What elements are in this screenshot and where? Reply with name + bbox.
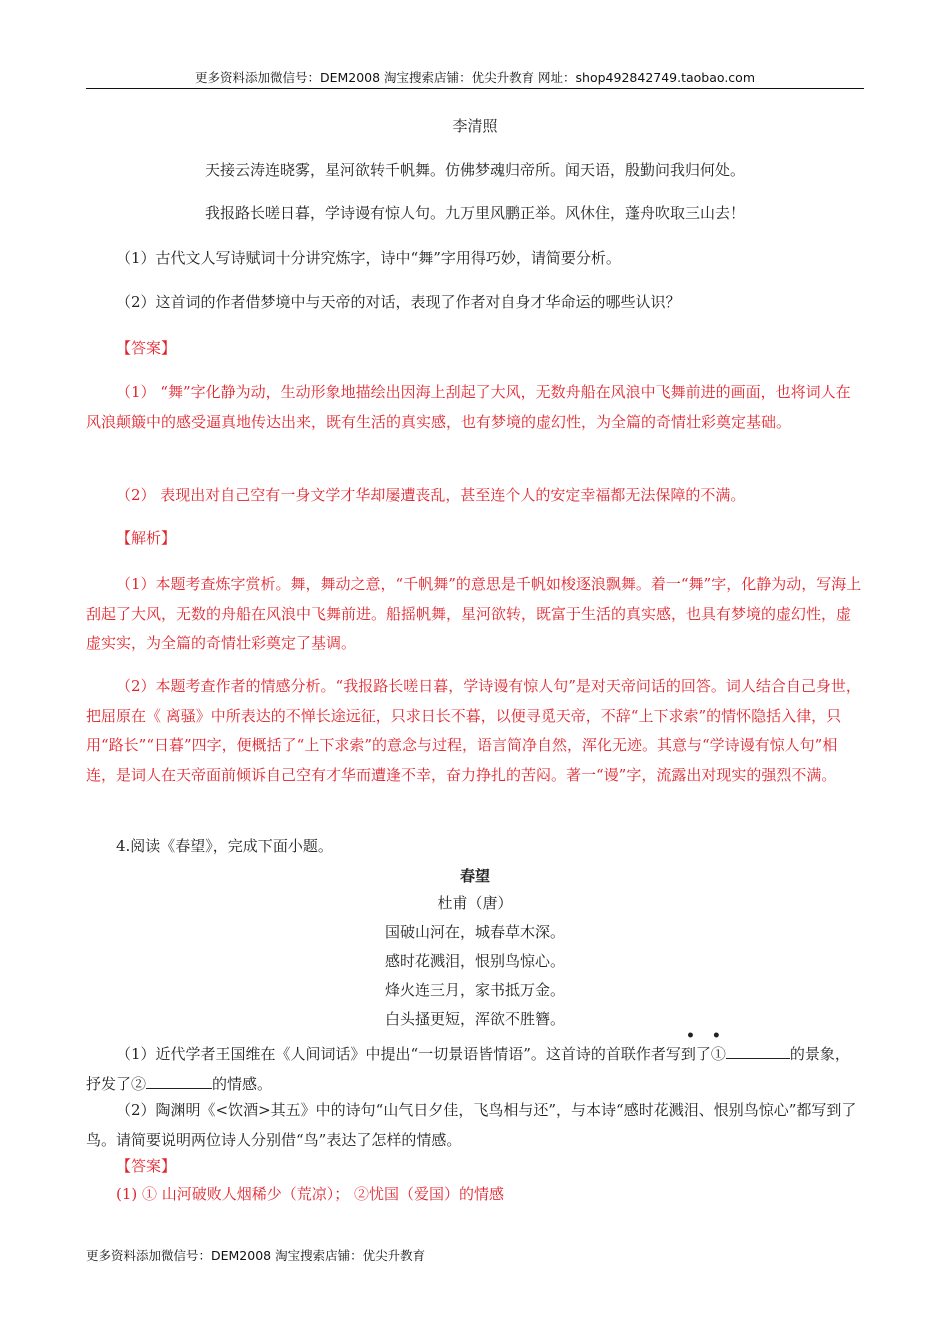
poem2-line-2: 感时花溅泪，恨别鸟惊心。 — [384, 952, 565, 970]
q3-question-1: （1）古代文人写诗赋词十分讲究炼字，诗中“舞”字用得巧妙，请简要分析。 — [116, 249, 621, 267]
q4-q1-after: 的情感。 — [212, 1074, 273, 1093]
poem1-line-2: 我报路长嗟日暮，学诗谩有惊人句。九万里风鹏正举。风休住，蓬舟吹取三山去！ — [204, 204, 745, 222]
header-rule — [86, 88, 864, 89]
answer-label: 【答案】 — [116, 339, 177, 357]
poem2-line-4: 白头搔更短，浑欲不胜簪。 — [384, 1010, 565, 1028]
poem2-line-1: 国破山河在，城春草木深。 — [384, 923, 565, 941]
answer-blank-1-a — [726, 1043, 772, 1059]
answer-2: （2） 表现出对自己空有一身文学才华却屡遭丧乱，甚至连个人的安定幸福都无法保障的不满。 — [116, 486, 746, 504]
page-header: 更多资料添加微信号：DEM2008 淘宝搜索店铺：优尖升教育 网址：shop492842749.taobao.com — [194, 70, 756, 85]
analysis-1: （1）本题考查炼字赏析。舞，舞动之意，“千帆舞”的意思是千帆如梭逐浪飘舞。着一“舞”字，化静为动，写海上刮起了大风，无数的舟船在风浪中飞舞前进。船摇帆舞，星河欲转，既富于生活的真实感，也具有梦境的虚幻性，虚虚实实，为全篇的奇情壮彩奠定了基调。 — [86, 575, 862, 652]
answer-1: （1） “舞”字化静为动，生动形象地描绘出因海上刮起了大风，无数舟船在风浪中飞舞前进的画面，也将词人在风浪颠簸中的感受逼真地传达出来，既有生活的真实感，也有梦境的虚幻性，为全篇的奇情壮彩奠定基础。 — [86, 383, 851, 431]
emphasis-dots: • • — [686, 1028, 727, 1044]
q3-question-2: （2）这首词的作者借梦境中与天帝的对话，表现了作者对自身才华命运的哪些认识？ — [116, 293, 681, 311]
q4-q1-before: （1）近代学者王国维在《人间词话》中提出“一切景语皆情语”。这首诗的首联作者写到了① — [116, 1045, 726, 1063]
poem2-author: 杜甫（唐） — [437, 894, 513, 912]
q4-answer-label: 【答案】 — [116, 1157, 177, 1175]
poem1-author: 李清照 — [452, 117, 498, 135]
q4-question-2: （2）陶渊明《<饮酒>其五》中的诗句“山气日夕佳，飞鸟相与还”，与本诗“感时花溅泪、恨别鸟惊心”都写到了鸟。请简要说明两位诗人分别借“鸟”表达了怎样的情感。 — [86, 1101, 857, 1149]
analysis-2: （2）本题考查作者的情感分析。“我报路长嗟日暮，学诗谩有惊人句”是对天帝问话的回答。词人结合自己身世，把屈原在《 离骚》中所表达的不惮长途远征，只求日长不暮，以便寻觅天帝，不辞“上下求索”的情怀隐括入律，只用“路长”“日暮”四字，便概括了“上下求索”的意念与过程，语言简净自然，浑化无迹。其意与“学诗谩有惊人句”相连，是词人在天帝面前倾诉自己空有才华而遭逢不幸，奋力挣扎的苦闷。著一“谩”字，流露出对现实的强烈不满。 — [86, 677, 861, 784]
q4-q1-middle: 的景象，抒发了② — [86, 1045, 850, 1093]
q4-answer-1: (1) ① 山河破败人烟稀少（荒凉）； ②忧国（爱国）的情感 — [116, 1185, 505, 1203]
answer-blank-1-b — [772, 1043, 790, 1059]
poem2-line-3: 烽火连三月，家书抵万金。 — [384, 981, 565, 999]
q4-question-1 — [86, 1040, 864, 1099]
analysis-label: 【解析】 — [116, 529, 177, 547]
poem2-title: 春望 — [459, 867, 490, 885]
page-footer: 更多资料添加微信号：DEM2008 淘宝搜索店铺：优尖升教育 — [86, 1248, 426, 1263]
poem1-line-1: 天接云涛连晓雾，星河欲转千帆舞。仿佛梦魂归帝所。闻天语，殷勤问我归何处。 — [204, 161, 745, 179]
answer-blank-2 — [146, 1073, 212, 1089]
q4-stem: 4.阅读《春望》，完成下面小题。 — [116, 837, 333, 855]
